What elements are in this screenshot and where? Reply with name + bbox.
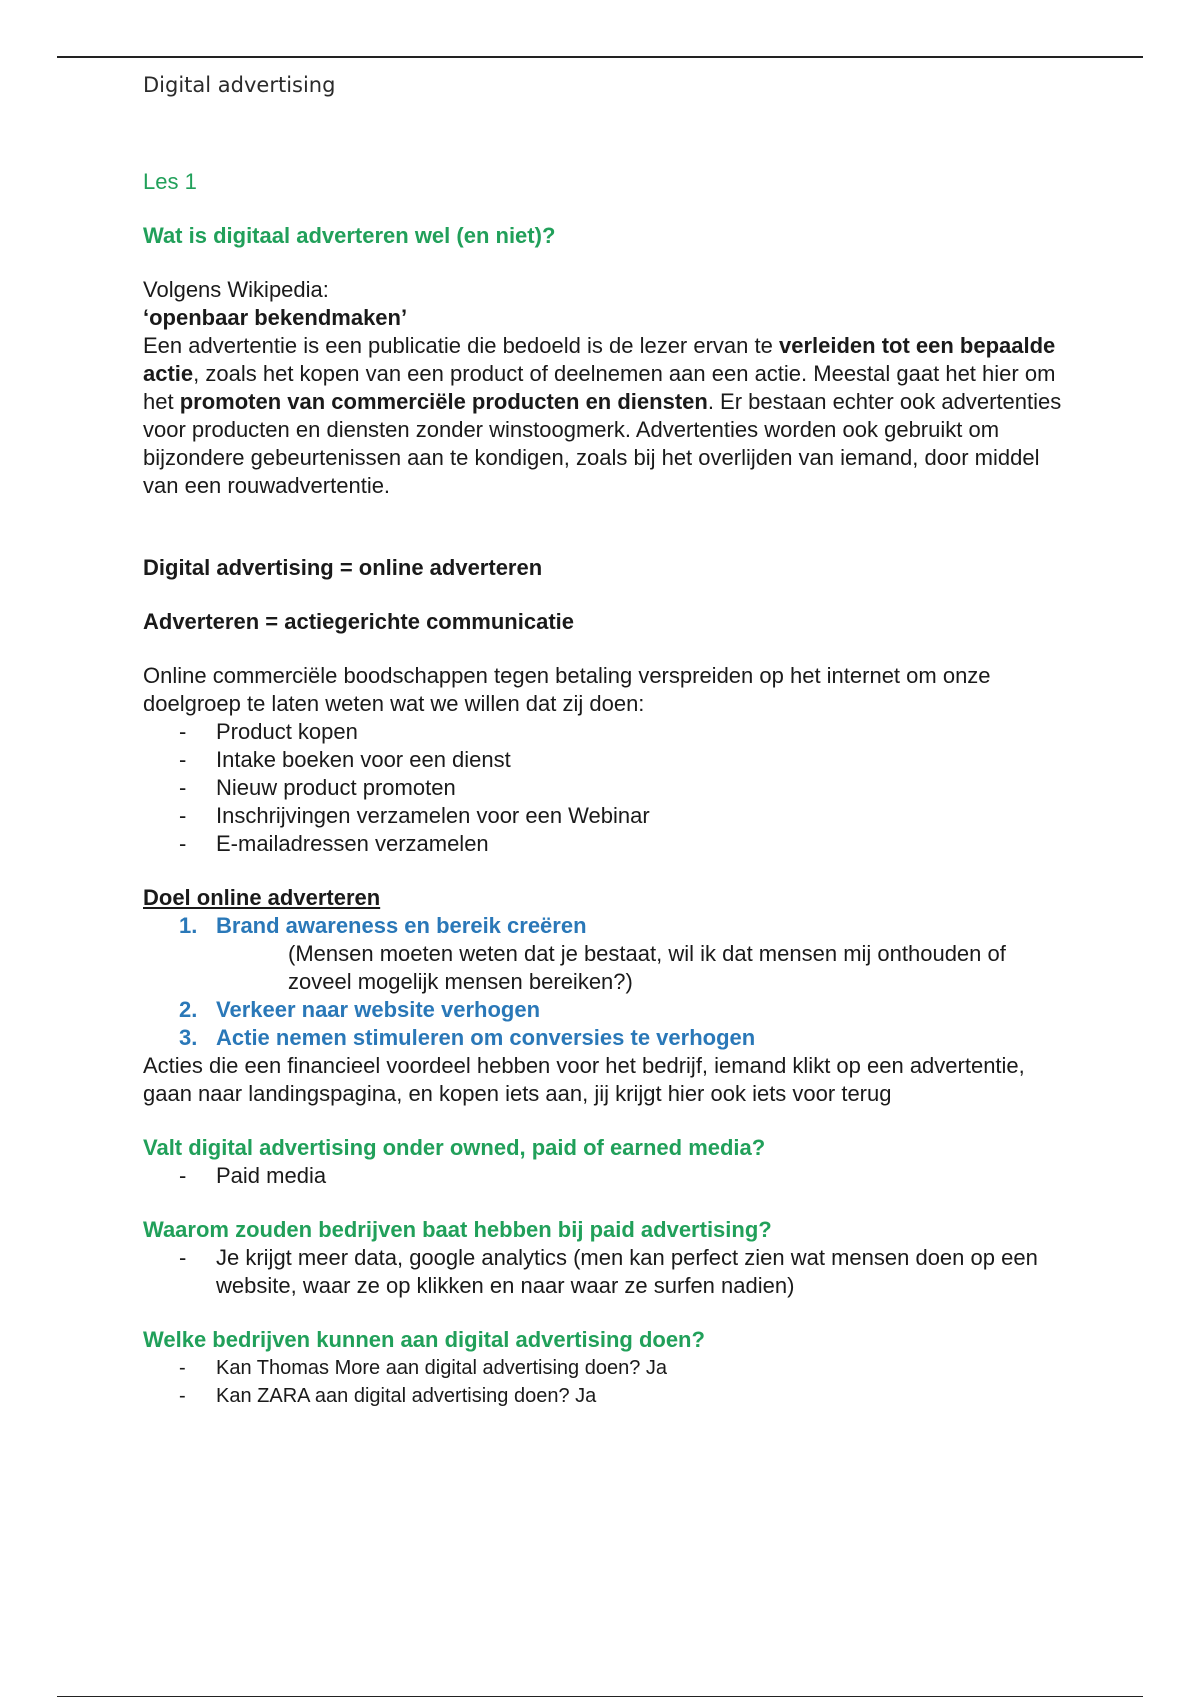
para1-text-1: Een advertentie is een publicatie die bedoeld is de lezer ervan te [143, 333, 779, 358]
wiki-quote: ‘openbaar bekendmaken’ [143, 305, 408, 330]
conversions-paragraph: Acties die een financieel voordeel hebben voor het bedrijf, iemand klikt op een advertentie, gaan naar landingspagina, en kopen iets aan, jij krijgt hier ook iets voor terug [143, 1053, 1025, 1106]
list-item: - Paid media [143, 1162, 1063, 1190]
goal-number: 2. [179, 997, 198, 1022]
question-media-type: Valt digital advertising onder owned, paid of earned media? [143, 1135, 766, 1160]
definition-paragraph [143, 332, 1063, 500]
goal-label: Actie nemen stimuleren om conversies te verhogen [216, 1025, 756, 1050]
footer-rule [57, 1696, 1143, 1697]
lesson-label: Les 1 [143, 169, 197, 194]
list-item: - Kan ZARA aan digital advertising doen? Ja [143, 1382, 1063, 1410]
list-item: - E-mailadressen verzamelen [143, 830, 1063, 858]
para1-bold-2: promoten van commerciële producten en diensten [179, 389, 708, 414]
online-ads-paragraph: Online commerciële boodschappen tegen betaling verspreiden op het internet om onze doelgroep te laten weten wat we willen dat zij doen: [143, 663, 991, 716]
list-item: - Je krijgt meer data, google analytics (men kan perfect zien wat mensen doen op een website, waar ze op klikken en naar waar ze surfen nadien) [143, 1244, 1063, 1300]
list-item: - Product kopen [143, 718, 1063, 746]
goal-item-1 [143, 912, 1063, 940]
document-header-title: Digital advertising [143, 73, 336, 97]
list-item: - Inschrijvingen verzamelen voor een Webinar [143, 802, 1063, 830]
intro-heading: Wat is digitaal adverteren wel (en niet)? [143, 223, 556, 248]
list-item: - Kan Thomas More aan digital advertising doen? Ja [143, 1354, 1063, 1382]
goal-number: 3. [179, 1025, 198, 1050]
header-rule [57, 56, 1143, 58]
answers-companies [143, 1354, 1063, 1410]
answers-benefits [143, 1244, 1063, 1300]
question-companies: Welke bedrijven kunnen aan digital advertising doen? [143, 1327, 705, 1352]
para1-text-2: , zoals het kopen van een product of deelnemen aan een actie. Meestal gaat het hier om het [143, 361, 1056, 414]
goals-list [143, 912, 1063, 940]
goal-label: Brand awareness en bereik creëren [216, 913, 587, 938]
document-body [143, 168, 1063, 1410]
goal-1-note: (Mensen moeten weten dat je bestaat, wil ik dat mensen mij onthouden of zoveel mogelijk mensen bereiken?) [288, 941, 1006, 994]
goal-number: 1. [179, 913, 198, 938]
goals-list-continued [143, 996, 1063, 1052]
list-item: - Nieuw product promoten [143, 774, 1063, 802]
goal-label: Verkeer naar website verhogen [216, 997, 541, 1022]
para1-bold-1: verleiden tot een bepaalde actie [143, 333, 1056, 386]
question-benefits: Waarom zouden bedrijven baat hebben bij paid advertising? [143, 1217, 772, 1242]
actions-list [143, 718, 1063, 858]
wiki-label: Volgens Wikipedia: [143, 277, 329, 302]
para1-text-3: . Er bestaan echter ook advertenties voor producten en diensten zonder winstoogmerk. Advertenties worden ook gebruikt om bijzondere gebeurtenissen aan te kondigen, zoals bij het overlijden van iemand, door middel van een rouwadvertentie. [143, 389, 1062, 498]
definition-adverteren: Adverteren = actiegerichte communicatie [143, 609, 574, 634]
list-item: - Intake boeken voor een dienst [143, 746, 1063, 774]
goals-heading: Doel online adverteren [143, 885, 381, 910]
goal-item-2 [143, 996, 1063, 1024]
goal-item-3 [143, 1024, 1063, 1052]
answers-media-type [143, 1162, 1063, 1190]
definition-digital-advertising: Digital advertising = online adverteren [143, 555, 543, 580]
